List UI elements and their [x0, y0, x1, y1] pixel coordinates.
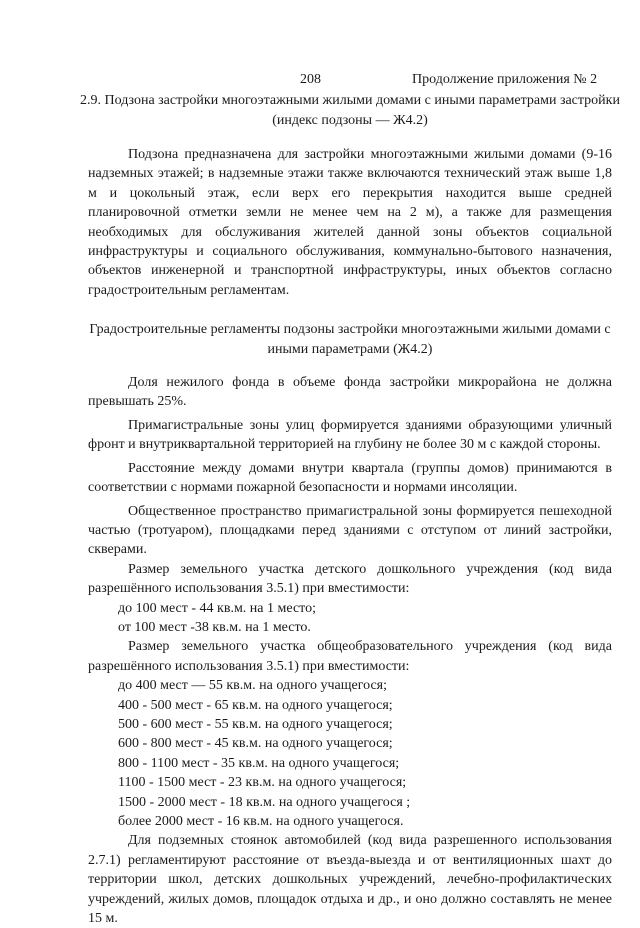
paragraph-arterial-zones: Примагистральные зоны улиц формируется зданиями образующими уличный фронт и внутриквартальной территорией на глубину не более 30 м с каждой стороны.	[88, 417, 612, 453]
paragraph-underground-parking: Для подземных стоянок автомобилей (код вида разрешенного использования 2.7.1) регламентируют расстояние от въезда-выезда и от вентиляционных шахт до территории школ, детских дошкольных учреждений, лечебно-профилактических учреждений, жилых домов, площадок отдыха и др., и оно должно составлять не менее 15 м.	[88, 833, 612, 927]
paragraph-public-space: Общественное пространство примагистральной зоны формируется пешеходной частью (тротуаром), площадками перед зданиями с отступом от линий застройки, скверами.	[88, 503, 612, 558]
paragraph-house-distance: Расстояние между домами внутри квартала (группы домов) принимаются в соответствии с нормами пожарной безопасности и нормами инсоляции.	[88, 460, 612, 496]
list-item: более 2000 мест - 16 кв.м. на одного учащегося.	[118, 814, 404, 829]
intro-paragraph: Подзона предназначена для застройки многоэтажными жилыми домами (9-16 надземных этажей; в надземные этажи также включаются технический этаж выше 1,8 м и цокольный этаж, если верх его перекрытия находится выше средней планировочной отметки земли не менее чем на 2 м), а также для размещения необходимых для обслуживания жителей данной зоны объектов социальной инфраструктуры и социального обслуживания, коммунально-бытового назначения, объектов инженерной и транспортной инфраструктуры, иных объектов согласно градостроительным регламентам.	[88, 147, 612, 298]
list-item: 400 - 500 мест - 65 кв.м. на одного учащегося;	[118, 697, 393, 713]
list-item: 500 - 600 мест - 55 кв.м. на одного учащегося;	[118, 716, 393, 732]
page-number: 208	[300, 72, 321, 87]
regulations-title: Градостроительные регламенты подзоны застройки многоэтажными жилыми домами с иными параметрами (Ж4.2)	[89, 322, 611, 357]
list-item: 600 - 800 мест - 45 кв.м. на одного учащегося;	[118, 736, 393, 752]
list-item: 800 - 1100 мест - 35 кв.м. на одного учащегося;	[118, 755, 400, 771]
list-item: до 100 мест - 44 кв.м. на 1 место;	[118, 600, 316, 616]
list-item: от 100 мест -38 кв.м. на 1 место.	[118, 619, 311, 635]
paragraph-kindergarten-size: Размер земельного участка детского дошкольного учреждения (код вида разрешённого использования 3.5.1) при вместимости:	[88, 561, 612, 597]
paragraph-school-size: Размер земельного участка общеобразовательного учреждения (код вида разрешённого использования 3.5.1) при вместимости:	[88, 639, 612, 674]
list-item: до 400 мест — 55 кв.м. на одного учащегося;	[118, 678, 387, 694]
list-item: 1100 - 1500 мест - 23 кв.м. на одного учащегося;	[118, 775, 407, 791]
paragraph-nonresidential-share: Доля нежилого фонда в объеме фонда застройки микрорайона не должна превышать 25%.	[88, 375, 612, 410]
document-body	[88, 145, 612, 928]
appendix-continuation: Продолжение приложения № 2	[412, 72, 598, 87]
list-item: 1500 - 2000 мест - 18 кв.м. на одного учащегося ;	[118, 794, 411, 810]
section-title: 2.9. Подзона застройки многоэтажными жилыми домами с иными параметрами застройки (индекс подзоны — Ж4.2)	[80, 93, 620, 128]
